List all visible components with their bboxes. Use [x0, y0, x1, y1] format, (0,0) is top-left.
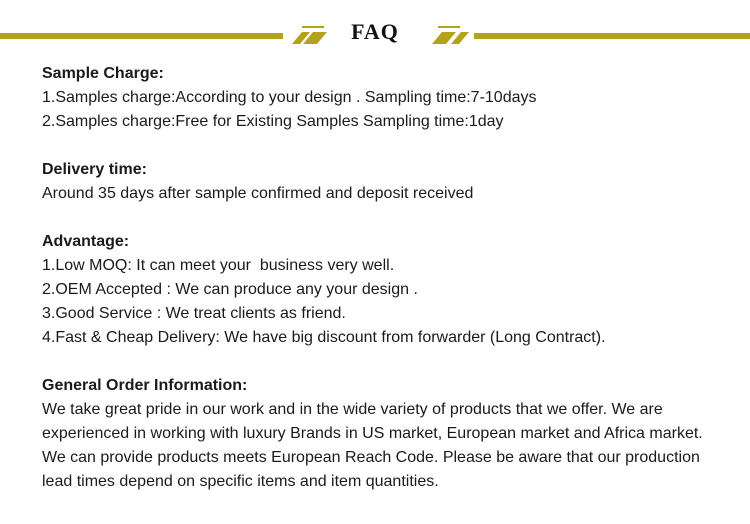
section-line: 1.Low MOQ: It can meet your business very well.	[42, 257, 395, 274]
section-title: Advantage:	[42, 233, 130, 250]
faq-section-advantage	[42, 230, 732, 350]
faq-section-delivery-time	[42, 158, 732, 206]
section-line: experienced in working with luxury Brands in US market, European market and Africa market.	[42, 425, 703, 442]
section-line: 4.Fast & Cheap Delivery: We have big discount from forwarder (Long Contract).	[42, 329, 606, 346]
faq-header	[0, 0, 750, 60]
page-title: FAQ	[351, 19, 399, 44]
section-line: 3.Good Service : We treat clients as friend.	[42, 305, 346, 322]
section-line: Around 35 days after sample confirmed and deposit received	[42, 185, 474, 202]
faq-content	[42, 62, 732, 518]
section-line: We take great pride in our work and in the wide variety of products that we offer. We are	[42, 401, 663, 418]
section-line: lead times depend on specific items and item quantities.	[42, 473, 439, 490]
section-title: Delivery time:	[42, 161, 147, 178]
section-line: 2.OEM Accepted : We can produce any your design .	[42, 281, 418, 298]
section-title: General Order Information:	[42, 377, 248, 394]
section-line: We can provide products meets European Reach Code. Please be aware that our production	[42, 449, 700, 466]
section-title: Sample Charge:	[42, 65, 164, 82]
faq-section-general-order-info	[42, 374, 732, 494]
section-line: 2.Samples charge:Free for Existing Samples Sampling time:1day	[42, 113, 504, 130]
section-line: 1.Samples charge:According to your design . Sampling time:7-10days	[42, 89, 537, 106]
faq-section-sample-charge	[42, 62, 732, 134]
